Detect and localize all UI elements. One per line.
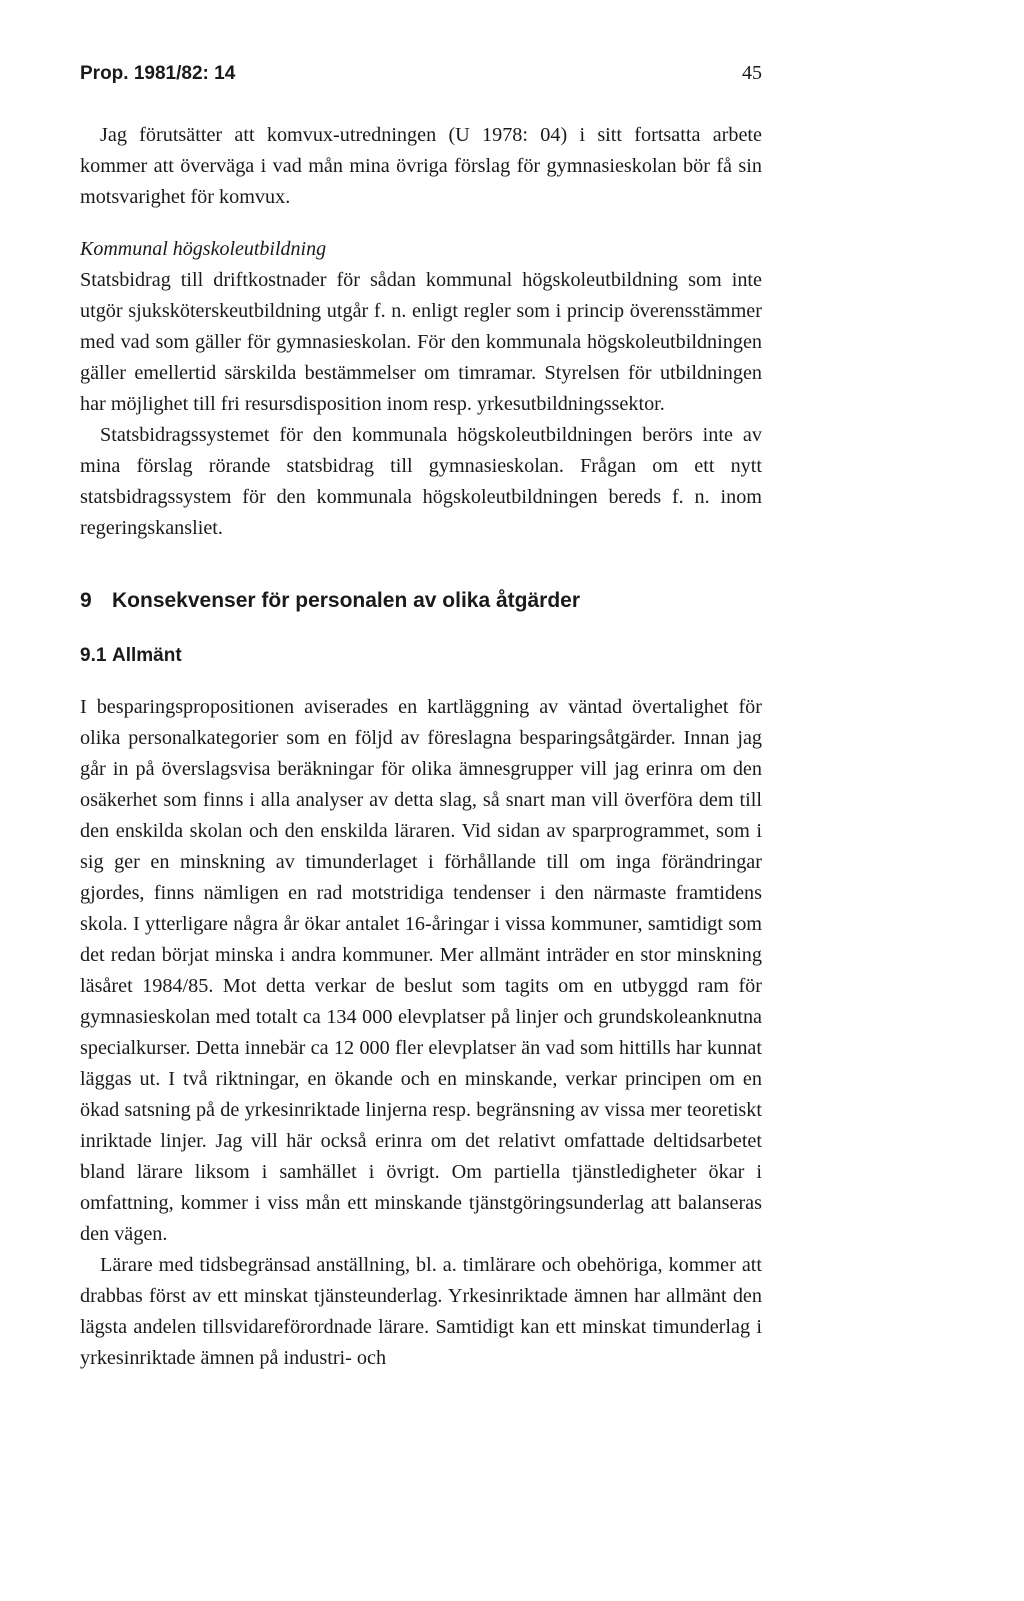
body-paragraph: Lärare med tidsbegränsad anställning, bl. a. timlärare och obehöriga, kommer att drabbas först av ett minskat tjänsteunderlag. Yrkesinriktade ämnen har allmänt den lägsta andelen tillsvidareförordnade lärare. Samtidigt kan ett minskat timunderlag i yrkesinriktade ämnen på industri- och bbox=[80, 1254, 762, 1369]
page-header bbox=[80, 62, 762, 90]
subsection-number: 9.1 bbox=[80, 645, 107, 666]
document-reference: Prop. 1981/82: 14 bbox=[80, 63, 236, 84]
body-paragraph: I besparingspropositionen aviserades en kartläggning av väntad övertalighet för olika personalkategorier som en följd av föreslagna besparingsåtgärder. Innan jag går in på överslagsvisa beräkningar för olika ämnesgrupper vill jag erinra om den osäkerhet som finns i alla analyser av detta slag, så snart man vill överföra dem till den enskilda skolan och den enskilda läraren. Vid sidan av sparprogrammet, som i sig ger en minskning av timunderlaget i förhållande till om inga förändringar gjordes, finns nämligen en rad motstridiga tendenser i den närmaste framtidens skola. I ytterligare några år ökar antalet 16-åringar i vissa kommuner, samtidigt som det redan börjat minska i andra kommuner. Mer allmänt inträder en stor minskning läsåret 1984/85. Mot detta verkar de beslut som tagits om en utbyggd ram för gymnasieskolan med totalt ca 134 000 elevplatser på linjer och grundskoleanknutna specialkurser. Detta innebär ca 12 000 fler elevplatser än vad som hittills har kunnat läggas ut. I två riktningar, en ökande och en minskande, verkar principen om en ökad satsning på de yrkesinriktade linjerna resp. begränsning av vissa mer teoretiskt inriktade linjer. Jag vill här också erinra om det relativt omfattade deltidsarbetet bland lärare liksom i samhället i övrigt. Om partiella tjänstledigheter ökar i omfattning, kommer i viss mån ett minskande tjänstgöringsunderlag att balanseras den vägen. bbox=[80, 696, 762, 1245]
page-number: 45 bbox=[742, 62, 762, 84]
subsection-paragraph: Statsbidrag till driftkostnader för sådan kommunal högskoleutbildning som inte utgör sjuksköterskeutbildning utgår f. n. enligt regler som i princip överensstämmer med vad som gäller för gymnasieskolan. För den kommunala högskoleutbildningen gäller emellertid särskilda bestämmelser om timramar. Styrelsen för utbildningen har möjlighet till fri resursdisposition inom resp. yrkesutbildningssektor. bbox=[80, 269, 762, 415]
section-number: 9 bbox=[80, 589, 92, 612]
document-page bbox=[80, 62, 762, 1374]
subsection-9-1-heading bbox=[80, 642, 762, 670]
section-title: Konsekvenser för personalen av olika åtgärder bbox=[112, 589, 581, 612]
intro-paragraph: Jag förutsätter att komvux-utredningen (U 1978: 04) i sitt fortsatta arbete kommer att överväga i vad mån mina övriga förslag för gymnasieskolan bör få sin motsvarighet för komvux. bbox=[80, 124, 762, 208]
subsection-heading: Kommunal högskoleutbildning bbox=[80, 238, 327, 260]
subsection-paragraph: Statsbidragssystemet för den kommunala högskoleutbildningen berörs inte av mina förslag rörande statsbidrag till gymnasieskolan. Frågan om ett nytt statsbidragssystem för den kommunala högskoleutbildningen bereds f. n. inom regeringskansliet. bbox=[80, 424, 762, 539]
subsection-title: Allmänt bbox=[112, 645, 182, 666]
section-heading bbox=[80, 587, 762, 615]
